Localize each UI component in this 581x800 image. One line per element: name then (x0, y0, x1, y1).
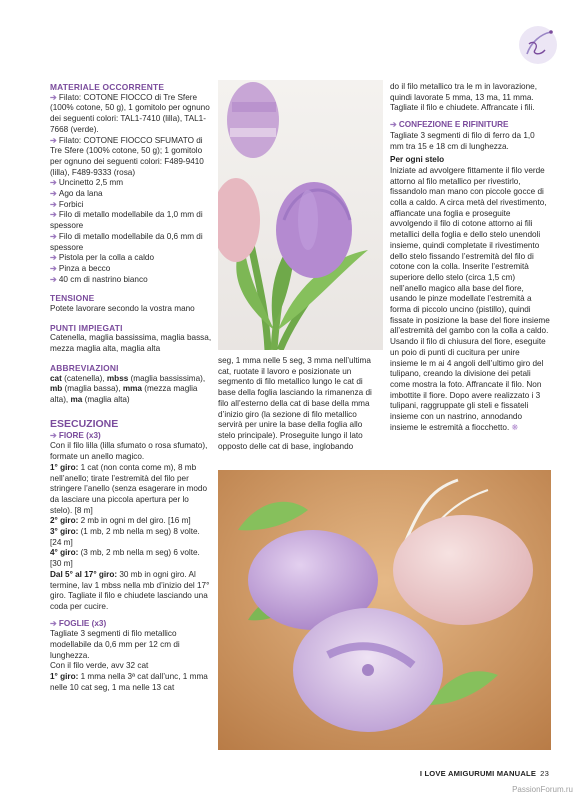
middle-column (218, 356, 380, 452)
flower-round: 3° giro: (1 mb, 2 mb nella m seg) 8 volte. [24 m] (50, 527, 200, 547)
abbrev-def: (mezza maglia alta), (50, 384, 198, 404)
arrow-icon: ➔ (50, 618, 57, 628)
abbrev-def: (maglia bassissima), (128, 373, 206, 383)
abbrev-def: (maglia bassa), (62, 384, 123, 394)
flower-round: 1° giro: 1 cat (non conta come m), 8 mb nell’anello; tirate l’estremità del filo per stringere l’anello (senza esagerare in modo da lasciare una piccola apertura per lo stelo). [8 m] (50, 462, 208, 515)
leaves-round-1: 1° giro: 1 mma nella 3ª cat dall’unc, 1 mma nelle 10 cat seg, 1 ma nelle 13 cat (50, 672, 208, 692)
tulip-bouquet-photo (218, 80, 383, 350)
arrow-icon: ➔ (50, 199, 57, 209)
arrow-icon: ➔ (50, 430, 57, 440)
crochet-hook-logo-icon (515, 22, 561, 68)
stitches-text: Catenella, maglia bassissima, maglia bassa, mezza maglia alta, maglia alta (50, 333, 212, 354)
page-footer (420, 769, 549, 778)
arrow-icon: ➔ (50, 274, 57, 284)
abbrev-key: cat (50, 373, 62, 383)
right-column (390, 82, 550, 434)
page-number: 23 (540, 769, 549, 778)
material-item: ➔ Pistola per la colla a caldo (50, 253, 154, 263)
material-item: ➔ Pinza a becco (50, 263, 111, 273)
magazine-title: I LOVE AMIGURUMI MANUALE (419, 769, 537, 778)
material-item: ➔ 40 cm di nastrino bianco (50, 274, 148, 284)
watermark: PassionForum.ru (512, 785, 573, 794)
middle-text: seg, 1 mma nelle 5 seg, 3 mma nell’ultima cat, ruotate il lavoro e posizionate un segmento di filo metallico lungo le cat di base della foglia lasciando la rimanenza di filo all’esterno della cat di base della mma d’inizio giro (la sezione di filo metallico servirà per unire la base della foglia allo stelo principale). Proseguite lungo il lato opposto delle cat di base, inglobando (218, 356, 372, 451)
material-item: ➔ Filato: COTONE FIOCCO di Tre Sfere (100% cotone, 50 g), 1 gomitolo per ognuno dei seguenti colori: TAL1-7410 (lilla), TAL1-7668 (verde). (50, 92, 210, 134)
leaves-intro-2: Con il filo verde, avv 32 cat (50, 661, 149, 671)
execution-heading: ESECUZIONE (50, 417, 119, 430)
arrow-icon: ➔ (50, 178, 57, 188)
arrow-icon: ➔ (50, 263, 57, 273)
leaves-heading: ➔ FOGLIE (x3) (50, 618, 107, 628)
flower-round: 4° giro: (3 mb, 2 mb nella m seg) 6 volte. [30 m] (50, 548, 200, 569)
arrow-icon: ➔ (50, 231, 57, 241)
abbrev-key: mbss (106, 373, 129, 383)
abbrev-def: (catenella), (61, 373, 107, 383)
arrow-icon: ➔ (390, 120, 397, 130)
tension-text: Potete lavorare secondo la vostra mano (50, 304, 195, 314)
arrow-icon: ➔ (50, 92, 57, 102)
arrow-icon: ➔ (50, 135, 57, 145)
right-intro: do il filo metallico tra le m in lavorazione, quindi lavorate 5 mma, 13 ma, 11 mma. Tagliate il filo e chiudete. Affrancate i fili. (390, 82, 537, 113)
abbrev-def: (maglia alta) (82, 394, 130, 404)
material-item: ➔ Uncinetto 2,5 mm (50, 178, 124, 188)
stitches-heading: PUNTI IMPIEGATI (50, 322, 123, 333)
flower-round: 2° giro: 2 mb in ogni m del giro. [16 m] (50, 516, 191, 526)
assembly-heading: ➔ CONFEZIONE E RIFINITURE (390, 120, 509, 130)
materials-list (50, 93, 212, 286)
arrow-icon: ➔ (50, 253, 57, 263)
stem-text: Iniziate ad avvolgere fittamente il filo verde attorno al filo metallico per rivestirlo, fissandolo man mano con piccole gocce di colla a caldo. A circa metà del rivestimento, affiancate una foglia e proseguite avvolgendo il filo di cotone attorno ai fili metallici della foglia e dello stelo unendoli insieme, quindi completate il rivestimento dello stelo fissando l’estremità del filo di cotone con la colla. Inserite l’estremità superiore dello stelo (circa 1,5 cm) nell’anello magico alla base del fiore, usando le pinze modellate l’estremità a forma di piccolo uncino (pistillo), quindi fissate in posizione la base del fiore insieme all’estremità del gambo con la colla a caldo. Usando il filo di chiusura del fiore, eseguite un poio di punti di cucitura per unire insieme le m ai 4 angoli dell’ultimo giro del tulipano, creando la divisione dei petali come mostra la foto. Affrancate il filo. Non imbottite il fiore. Dopo avere realizzato i 3 tulipani, raggruppate gli steli e fissateli insieme con un nastrino, annodando insieme le estremità a fiocchetto. ❋ (390, 165, 550, 432)
tension-heading: TENSIONE (50, 293, 95, 304)
arrow-icon: ➔ (50, 189, 57, 199)
material-item: ➔ Filo di metallo modellabile da 1,0 mm di spessore (50, 210, 203, 231)
material-item: ➔ Forbici (50, 199, 84, 209)
tulip-heads-photo (218, 470, 551, 750)
material-item: ➔ Filato: COTONE FIOCCO SFUMATO di Tre Sfere (100% cotone, 50 g); 1 gomitolo per ognuno dei seguenti colori: F489-9410 (lilla), F489-9333 (rosa) (50, 135, 204, 177)
abbreviations-text (50, 374, 212, 406)
abbrev-key: ma (70, 394, 83, 404)
stem-heading: Per ogni stelo (390, 155, 445, 165)
arrow-icon: ➔ (50, 210, 57, 220)
materials-heading: MATERIALE OCCORRENTE (50, 82, 165, 92)
assembly-intro: Tagliate 3 segmenti di filo di ferro da 1,0 mm tra 15 e 18 cm di lunghezza. (390, 130, 535, 151)
flower-heading: ➔ FIORE (x3) (50, 430, 101, 440)
left-column (50, 82, 212, 694)
material-item: ➔ Filo di metallo modellabile da 0,6 mm di spessore (50, 231, 203, 252)
flower-intro: Con il filo lilla (lilla sfumato o rosa sfumato), formate un anello magico. (50, 441, 208, 462)
abbrev-key: mb (50, 384, 63, 394)
abbrev-key: mma (122, 384, 142, 394)
flower-round: Dal 5° al 17° giro: 30 mb in ogni giro. Al termine, lav 1 mbss nella mb d’inizio del 17° giro. Tagliate il filo e chiudete lasciando una coda per cucire. (50, 569, 210, 611)
material-item: ➔ Ago da lana (50, 189, 103, 199)
end-mark-icon: ❋ (511, 422, 519, 432)
abbreviations-heading: ABBREVIAZIONI (50, 362, 119, 373)
flower-rounds (50, 463, 212, 613)
leaves-intro: Tagliate 3 segmenti di filo metallico modellabile da 0,6 mm per 12 cm di lunghezza. (50, 629, 180, 660)
